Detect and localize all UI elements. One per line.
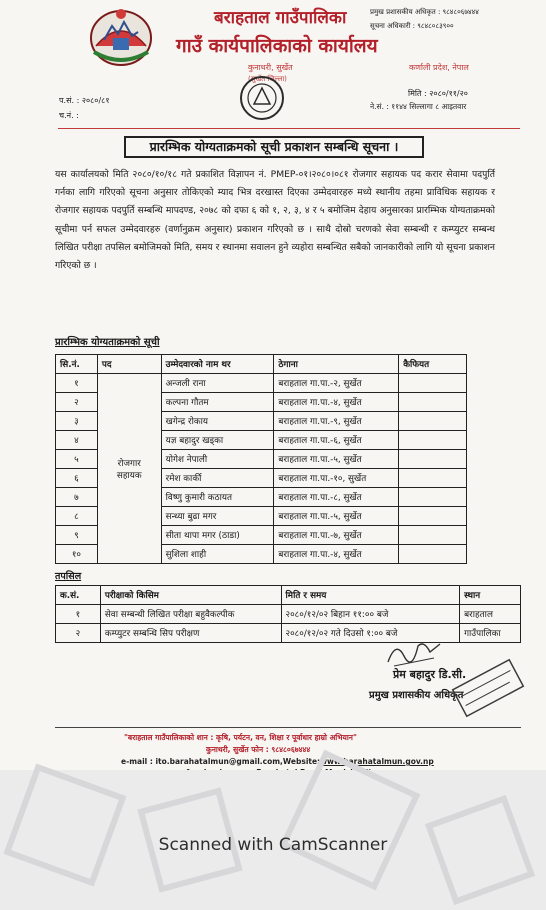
exam-datetime: २०८०/१२/०२ गते दिउसो १:०० बजे: [281, 624, 460, 643]
post-line: सहायक: [116, 470, 142, 481]
candidate-remark: [399, 526, 467, 545]
post-line: रोजगार: [117, 458, 141, 469]
candidate-name: अन्जली राना: [161, 374, 274, 393]
candidate-remark: [399, 374, 467, 393]
serial-number: ३: [56, 412, 98, 431]
table-header-row: [56, 355, 467, 374]
candidate-list-table: [55, 354, 467, 564]
exam-venue: बराहताल: [460, 605, 521, 624]
serial-number: ६: [56, 469, 98, 488]
municipality-name: बराहताल गाउँपालिका: [214, 8, 347, 28]
candidate-address: बराहताल गा.पा.-९, सुर्खेत: [274, 412, 399, 431]
nepal-samvat-date: ने.सं. : ११४४ सिल्लागा ८ आइतवार: [370, 102, 467, 111]
notice-title-text: प्रारम्भिक योग्यताक्रमको सूची प्रकाशन सम्बन्धि सूचना ।: [126, 138, 422, 157]
column-header: कैफियत: [399, 355, 467, 374]
letter-date: मिति : २०८०/११/२०: [408, 89, 468, 98]
serial-number: १०: [56, 545, 98, 564]
table-row: [56, 374, 467, 393]
candidate-address: बराहताल गा.पा.-५, सुर्खेत: [274, 507, 399, 526]
column-header: स्थान: [460, 586, 521, 605]
candidate-name: रमेश कार्की: [161, 469, 274, 488]
dispatch-number: च.नं. :: [59, 111, 79, 120]
municipality-emblem: [86, 6, 156, 68]
header-divider: [58, 128, 520, 129]
notice-body: यस कार्यालयको मिति २०८०/१०/१८ गते प्रकाशित विज्ञापन नं. PMEP-०१।२०८०।०८१ रोजगार सहायक पद करार सेवामा पदपुर्ति गर्नका लागि गरिएको सूचना अनुसार तोकिएको म्याद भित्र दरखास्त दिएका उम्मेदवारहरु मध्ये स्थानीय तहमा प्राविधिक सहायक र रोजगार सहायक पदपुर्ति सम्बन्धि मापदण्ड, २०७८ को दफा ६ को १, २, ३, ४ र ५ बमोजिम देहाय अनुसारका प्रारम्भिक योग्यताक्रमको सूचीमा पर्न सफल उम्मेदवारहरु (वर्णानुक्रम अनुसार) प्रकाशन गरिएको छ । साथै दोस्रो चरणको सेवा सम्बन्धी र कम्प्युटर सम्बन्ध लिखित परीक्षा तपसिल बमोजिमको मिति, समय र स्थानमा सवालन हुने व्यहोरा सम्बन्धित सबैको जानकारीको लागि यो सूचना प्रकाशन गरिएको छ ।: [55, 169, 495, 272]
column-header: ठेगाना: [274, 355, 399, 374]
column-header: मिति र समय: [281, 586, 460, 605]
candidate-remark: [399, 488, 467, 507]
candidate-remark: [399, 412, 467, 431]
candidate-remark: [399, 545, 467, 564]
serial-number: ४: [56, 431, 98, 450]
exam-venue: गाउँपालिका: [460, 624, 521, 643]
office-location: कुनाथरी, सुर्खेत: [248, 63, 293, 72]
candidate-address: बराहताल गा.पा.-६, सुर्खेत: [274, 431, 399, 450]
candidate-address: बराहताल गा.पा.-४, सुर्खेत: [274, 545, 399, 564]
column-header: क.सं.: [56, 586, 101, 605]
serial-number: ८: [56, 507, 98, 526]
serial-number: २: [56, 393, 98, 412]
signatory-role: प्रमुख प्रशासकीय अधिकृत: [369, 690, 464, 701]
serial-number: ९: [56, 526, 98, 545]
candidate-remark: [399, 507, 467, 526]
signatory-name: प्रेम बहादुर डि.सी.: [393, 668, 467, 681]
candidate-address: बराहताल गा.पा.-७, सुर्खेत: [274, 526, 399, 545]
candidate-name: यज्ञ बहादुर खड्का: [161, 431, 274, 450]
column-header: उम्मेदवारको नाम थर: [161, 355, 274, 374]
notice-title: [124, 136, 424, 158]
information-officer-phone: सूचना अधिकारी : ९८४८०८३९००: [370, 22, 454, 30]
table-row: [56, 605, 521, 624]
signature-scribble: [384, 636, 444, 668]
candidate-name: योगेश नेपाली: [161, 450, 274, 469]
website-link[interactable]: www.barahatalmun.gov.np: [320, 757, 434, 766]
email-text: e-mail : ito.barahatalmun@gmail.com,Website:: [121, 757, 321, 766]
candidate-remark: [399, 450, 467, 469]
candidate-remark: [399, 469, 467, 488]
candidate-list-heading: प्रारम्भिक योग्यताक्रमको सूची: [55, 337, 160, 348]
footer-divider: [55, 727, 521, 728]
chief-officer-phone: प्रमुख प्रशासकीय अधिकृत : ९८४८०६७४४४: [370, 8, 479, 16]
serial-number: १: [56, 374, 98, 393]
serial-number: ५: [56, 450, 98, 469]
candidate-name: सन्ध्या बुढा मगर: [161, 507, 274, 526]
exam-type: सेवा सम्बन्धी लिखित परीक्षा बहुवैकल्पीक: [100, 605, 281, 624]
letter-reference-number: प.सं. : २०८०/८१: [59, 96, 110, 105]
scanner-caption: Scanned with CamScanner: [158, 835, 388, 855]
exam-type: कम्प्युटर सम्बन्धि सिप परीक्षण: [100, 624, 281, 643]
candidate-name: कल्पना गौतम: [161, 393, 274, 412]
office-name: गाउँ कार्यपालिकाको कार्यालय: [176, 35, 378, 57]
post-cell: [97, 374, 161, 564]
column-header: सि.नं.: [56, 355, 98, 374]
exam-datetime: २०८०/१२/०२ बिहान ११:०० बजे: [281, 605, 460, 624]
serial-number: १: [56, 605, 101, 624]
serial-number: ७: [56, 488, 98, 507]
candidate-address: बराहताल गा.पा.-५, सुर्खेत: [274, 450, 399, 469]
column-header: पद: [97, 355, 161, 374]
candidate-address: बराहताल गा.पा.-१०, सुर्खेत: [274, 469, 399, 488]
footer-slogan: "बराहताल गाउँपालिकाको शान : कृषि, पर्यटन, वन, शिक्षा र पूर्वाधार हाम्रो अभियान": [124, 733, 357, 742]
office-location-sub: (सुर्खेत जिल्ला): [248, 75, 287, 83]
candidate-name: सुशिला शाही: [161, 545, 274, 564]
footer-contact: कुनाथरी, सुर्खेत फोन : ९८४८०६७४४४: [206, 745, 311, 754]
candidate-address: बराहताल गा.पा.-८, सुर्खेत: [274, 488, 399, 507]
exam-schedule-table: [55, 585, 521, 643]
table-header-row: [56, 586, 521, 605]
officer-stamp: [450, 655, 526, 721]
table-row: [56, 624, 521, 643]
office-round-stamp: [238, 74, 286, 122]
candidate-address: बराहताल गा.पा.-४, सुर्खेत: [274, 393, 399, 412]
footer-email: [121, 757, 434, 766]
candidate-remark: [399, 431, 467, 450]
candidate-address: बराहताल गा.पा.-२, सुर्खेत: [274, 374, 399, 393]
candidate-name: सीता थापा मगर (ठाडा): [161, 526, 274, 545]
schedule-heading: तपसिल: [55, 571, 82, 582]
serial-number: २: [56, 624, 101, 643]
candidate-name: विष्णु कुमारी कठायत: [161, 488, 274, 507]
column-header: परीक्षाको किसिम: [100, 586, 281, 605]
candidate-name: खगेन्द्र रोकाय: [161, 412, 274, 431]
province-name: कर्णाली प्रदेश, नेपाल: [409, 63, 469, 72]
candidate-remark: [399, 393, 467, 412]
